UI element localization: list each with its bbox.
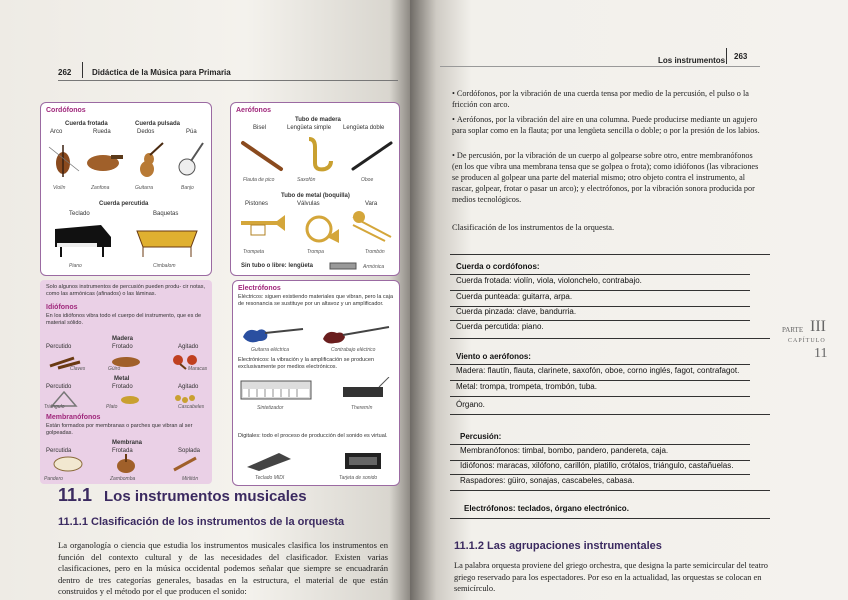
right-running-head: Los instrumentos xyxy=(658,56,726,65)
pandero-caption: Pandero xyxy=(44,476,63,482)
table-rule xyxy=(450,320,750,321)
cuerda-row-2: Cuerda punteada: guitarra, arpa. xyxy=(456,292,573,301)
bullet-percusion: • De percusión, por la vibración de un cuerpo al golpearse sobre otro, entre membranófonos (en los que vibra una membrana tensa que se golpea o frota); como idiófonos (las vibraciones se producen al golpear una parte del material mismo; otro objeto contra el instrumento, al rascar, golpear, frotar o pasar un arco); y electrófonos, por la vibración sonora producida por medios tecnológicos. xyxy=(452,151,759,204)
table-rule xyxy=(450,380,750,381)
theremin-caption: Theremín xyxy=(351,405,373,411)
harmonica-icon xyxy=(329,261,359,271)
metal-label: Tubo de metal (boquilla) xyxy=(281,193,350,199)
digital-instruments-illustration xyxy=(239,449,395,471)
tambourine-icon xyxy=(54,457,82,471)
table-rule xyxy=(450,290,750,291)
contrabajo-electrico-caption: Contrabajo eléctrico xyxy=(331,347,376,353)
idio-frotado-1: Frotado xyxy=(112,344,133,350)
cuerda-row-3: Cuerda pinzada: clave, bandurria. xyxy=(456,307,577,316)
cymbal-icon xyxy=(121,396,139,404)
teclado-label: Teclado xyxy=(69,211,90,217)
piano-icon xyxy=(55,225,111,257)
trombone-icon xyxy=(353,211,391,241)
bullet-percusion-text: De percusión, por la vibración de un cuerpo al golpearse sobre otro, entre membranófonos (en los que vibra una membrana tensa que se golpea o frota); como idiófonos (las vibraciones se producen al golpear una parte del material mismo; otro objeto contra el instrumento, al rascar, golpear, frotar o pasar un arco); y electrófonos, por la vibración sonora producida por medios tecnológicos. xyxy=(452,151,759,204)
theremin-icon xyxy=(343,377,389,397)
cordofonos-heading: Cordófonos xyxy=(46,107,86,114)
guitarra-caption: Guitarra xyxy=(135,185,154,191)
chapter-number: 11.1 xyxy=(58,485,93,505)
maracas-caption: Maracas xyxy=(188,366,208,372)
right-header-rule xyxy=(440,66,760,67)
plato-caption: Plato xyxy=(106,404,118,410)
percusion-row-2: Idiófonos: maracas, xilófono, carillón, platillo, crótalos, triángulo, castañuelas. xyxy=(460,461,734,470)
pistones-label: Pistones xyxy=(245,201,269,207)
aerofonos-heading: Aerófonos xyxy=(236,107,271,114)
agrupaciones-paragraph: La palabra orquesta proviene del griego orchestra, que designa la parte semicircular del teatro griego reservado para los espectadores. Por eso en la actualidad, las orquestas se colocan en semicírculo. xyxy=(454,561,768,593)
electric-instruments-illustration xyxy=(239,321,395,345)
zambomba-icon xyxy=(117,454,135,473)
sound-card-icon xyxy=(345,453,381,469)
frotada-label: Cuerda frotada xyxy=(65,121,108,127)
left-page xyxy=(0,0,410,600)
viento-row-3: Órgano. xyxy=(456,400,485,409)
electronic-instruments-illustration xyxy=(239,377,395,403)
idio-metal-label: Metal xyxy=(114,376,130,382)
zambomba-caption: Zambomba xyxy=(110,476,136,482)
french-horn-icon xyxy=(307,217,339,243)
membrana-soplada-label: Soplada xyxy=(178,448,201,454)
trombon-caption: Trombón xyxy=(365,249,385,255)
table-rule xyxy=(450,396,750,397)
idiofonos-heading: Idiófonos xyxy=(46,304,78,311)
tarjeta-sonido-caption: Tarjeta de sonido xyxy=(339,475,378,481)
side-capitulo-number: 11 xyxy=(814,346,828,361)
zanfona-caption: Zanfona xyxy=(91,185,110,191)
bullet-aerofonos-text: Aerófonos, por la vibración del aire en una columna. Puede producirse mediante un agujero para soplar como en la flauta; por una lengüeta sencilla o doble; o por la presión de los labios. xyxy=(452,115,760,135)
idio-agitado-2: Agitado xyxy=(178,384,199,390)
madera-label: Tubo de madera xyxy=(295,117,341,123)
table-rule xyxy=(450,414,770,415)
string-instruments-illustration xyxy=(45,141,207,181)
oboe-caption: Oboe xyxy=(361,177,374,183)
bullet-aerofonos: • Aerófonos, por la vibración del aire en una columna. Puede producirse mediante un agujero para soplar como en la flauta; por una lengüeta sencilla o doble; o por la presión de los labios. xyxy=(452,115,760,135)
right-header-divider xyxy=(726,48,727,64)
chapter-title: Los instrumentos musicales xyxy=(104,488,307,505)
idiofonos-intro: Solo algunos instrumentos de percusión pueden produ- cir notas, como las armónicas (afinados) o las láminas. xyxy=(46,284,205,297)
simple-label: Lengüeta simple xyxy=(287,125,332,131)
idio-percutido-1: Percutido xyxy=(46,344,72,350)
saxophone-icon xyxy=(309,139,331,169)
piano-cimbalom-illustration xyxy=(51,219,201,259)
viento-heading: Viento o aerófonos: xyxy=(456,352,531,361)
intro-paragraph: La organología o ciencia que estudia los instrumentos musicales clasifica los instrumentos en función del contexto cultural y de las necesidades del clasificador. Existen varias clasificaciones, pero en la música occidental podemos señalar que siempre se encuadrarán dentro de tres categorías generales, basadas en la estructura, el material de que están construidos y el método por el que producen el sonido: xyxy=(58,540,388,596)
guitarra-electrica-caption: Guitarra eléctrica xyxy=(251,347,290,353)
membrana-percutida-label: Percutida xyxy=(46,448,72,454)
viento-row-2: Metal: trompa, trompeta, trombón, tuba. xyxy=(456,382,597,391)
table-intro: Clasificación de los instrumentos de la orquesta. xyxy=(452,223,615,232)
electrofonos-heading: Electrófonos xyxy=(238,285,281,292)
table-rule xyxy=(450,474,750,475)
cuerda-heading: Cuerda o cordófonos: xyxy=(456,262,540,271)
cuerda-row-4: Cuerda percutida: piano. xyxy=(456,322,544,331)
table-rule xyxy=(450,338,770,339)
electricos-text: Eléctricos: siguen existiendo materiales que vibran, pero la caja de resonancia se sustituye por un altavoz y un amplificador. xyxy=(238,294,393,307)
section-title-2: 11.1.2 Las agrupaciones instrumentales xyxy=(454,540,662,552)
header-rule xyxy=(58,80,398,81)
membranophones-illustration xyxy=(46,454,206,474)
membrana-label: Membrana xyxy=(112,440,143,446)
idio-agitado-1: Agitado xyxy=(178,344,199,350)
doble-label: Lengüeta doble xyxy=(343,125,385,131)
hurdy-gurdy-icon xyxy=(87,155,123,171)
guitar-icon xyxy=(140,143,163,177)
idiofonos-desc: En los idiófonos vibra todo el cuerpo del instrumento, que es de material sólido. xyxy=(46,313,202,326)
side-parte-label: PARTE xyxy=(782,326,804,334)
cimbalom-caption: Cimbalom xyxy=(153,263,176,269)
section-title-1: 11.1.1 Clasificación de los instrumentos de la orquesta xyxy=(58,516,345,528)
cimbalom-icon xyxy=(137,231,197,257)
pua-label: Púa xyxy=(186,129,197,135)
table-rule xyxy=(450,444,750,445)
trompeta-caption: Trompeta xyxy=(243,249,265,255)
claves-caption: Claves xyxy=(70,366,86,372)
percutida-label: Cuerda percutida xyxy=(99,201,149,207)
bullet-cordofonos-text: Cordófonos, por la vibración de una cuerda tensa por medio de la percusión, el pulso o la fricción con arco. xyxy=(452,89,749,109)
table-rule xyxy=(450,490,770,491)
mirliton-icon xyxy=(174,458,196,470)
sleigh-bells-icon xyxy=(175,395,195,403)
cordofonos-panel xyxy=(40,102,212,276)
left-running-head: Didáctica de la Música para Primaria xyxy=(92,68,231,77)
digitales-text: Digitales: todo el proceso de producción del sonido es virtual. xyxy=(238,433,388,439)
idio-frotado-2: Frotado xyxy=(112,384,133,390)
cuerda-row-1: Cuerda frotada: violín, viola, violonchelo, contrabajo. xyxy=(456,276,642,285)
trompa-caption: Trompa xyxy=(307,249,324,255)
teclado-midi-caption: Teclado MIDI xyxy=(255,475,285,481)
idio-madera-label: Madera xyxy=(112,336,134,342)
flauta-caption: Flauta de pico xyxy=(243,177,275,183)
mirliton-caption: Mirlitón xyxy=(182,476,199,482)
membrana-frotada-label: Frotada xyxy=(112,448,133,454)
banjo-caption: Banjo xyxy=(181,185,194,191)
dedos-label: Dedos xyxy=(137,129,155,135)
aerofonos-panel xyxy=(230,102,400,276)
baquetas-label: Baquetas xyxy=(153,211,179,217)
side-capitulo-label: CAPÍTULO xyxy=(788,338,826,344)
piano-caption: Piano xyxy=(69,263,82,269)
electronicos-text: Electrónicos: la vibración y la amplificación se producen exclusivamente por medios electrónicos. xyxy=(238,357,375,370)
header-divider xyxy=(82,62,83,78)
idio-percutido-2: Percutido xyxy=(46,384,72,390)
armonica-caption: Armónica xyxy=(363,264,385,270)
guiro-caption: Güiro xyxy=(108,366,121,372)
midi-keyboard-icon xyxy=(247,453,291,471)
trumpet-icon xyxy=(241,215,285,235)
table-rule xyxy=(450,274,750,275)
membranofonos-heading: Membranófonos xyxy=(46,414,101,421)
bisel-label: Bisel xyxy=(253,125,267,131)
arco-label: Arco xyxy=(50,129,63,135)
violin-caption: Violín xyxy=(53,185,66,191)
percusion-heading: Percusión: xyxy=(460,432,502,441)
electrofonos-row: Electrófonos: teclados, órgano electrónico. xyxy=(464,504,629,513)
sin-tubo-label: Sin tubo o libre: lengüeta xyxy=(241,263,313,269)
viento-row-1: Madera: flautín, flauta, clarinete, saxofón, oboe, corno inglés, fagot, contrafagot. xyxy=(456,366,740,375)
woodwind-illustration xyxy=(235,135,395,175)
percusion-row-3: Raspadores: güiro, sonajas, cascabeles, cabasa. xyxy=(460,476,635,485)
table-rule xyxy=(450,364,750,365)
right-page xyxy=(410,0,848,600)
percussion-panel xyxy=(40,280,212,484)
right-page-number: 263 xyxy=(734,52,748,61)
oboe-icon xyxy=(353,143,391,169)
membranofonos-desc: Están formados por membranas o parches que vibran al ser golpeadas. xyxy=(46,423,193,436)
rueda-label: Rueda xyxy=(93,129,111,135)
percusion-row-1: Membranófonos: timbal, bombo, pandero, pandereta, caja. xyxy=(460,446,669,455)
brass-illustration xyxy=(235,207,395,247)
vara-label: Vara xyxy=(365,201,378,207)
cascabeles-caption: Cascabeles xyxy=(178,404,205,410)
saxofon-caption: Saxofón xyxy=(297,177,316,183)
table-bottom-rule xyxy=(450,518,770,519)
electrofonos-panel xyxy=(232,280,400,486)
valvulas-label: Válvulas xyxy=(297,201,320,207)
electric-bass-icon xyxy=(323,327,389,344)
side-parte-number: III xyxy=(810,318,826,335)
banjo-icon xyxy=(179,143,203,175)
left-page-number: 262 xyxy=(58,68,72,77)
triangulo-caption: Triángulo xyxy=(44,404,65,410)
table-top-rule xyxy=(450,254,770,255)
violin-icon xyxy=(49,145,79,177)
synthesizer-icon xyxy=(241,381,311,399)
electric-guitar-icon xyxy=(243,329,303,342)
sintetizador-caption: Sintetizador xyxy=(257,405,284,411)
pulsada-label: Cuerda pulsada xyxy=(135,121,181,127)
recorder-icon xyxy=(243,143,281,169)
bullet-cordofonos: • Cordófonos, por la vibración de una cuerda tensa por medio de la percusión, el pulso o la fricción con arco. xyxy=(452,89,749,109)
